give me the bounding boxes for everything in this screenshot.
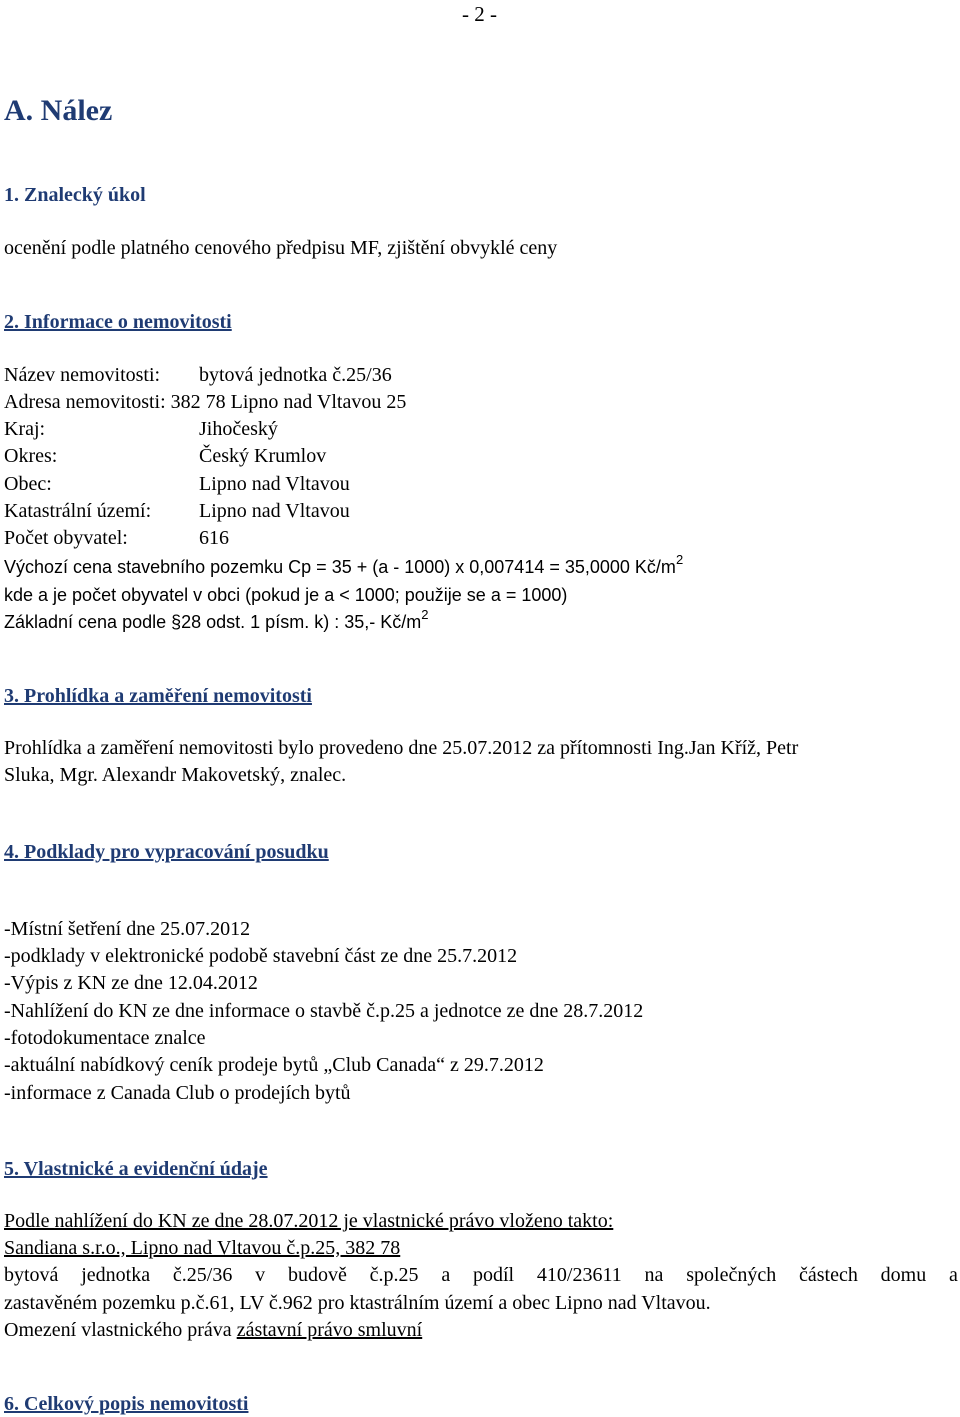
- podklady-item-5: -fotodokumentace znalce: [4, 1027, 206, 1049]
- word: jednotka: [81, 1264, 151, 1286]
- row-adresa: [4, 390, 406, 414]
- word: a: [949, 1264, 958, 1286]
- word: částech: [799, 1264, 858, 1286]
- main-heading: A. Nález: [4, 94, 113, 127]
- zakladni-cena-sup: 2: [421, 607, 429, 622]
- row-kraj: [4, 417, 278, 441]
- section-6-title: 6. Celkový popis nemovitosti: [4, 1393, 249, 1415]
- omezeni-label: Omezení vlastnického práva: [4, 1319, 232, 1341]
- value-nazev: bytová jednotka č.25/36: [199, 364, 392, 386]
- zastaveny-line: zastavěném pozemku p.č.61, LV č.962 pro ktastrálním území a obec Lipno nad Vltavou.: [4, 1292, 711, 1314]
- omezeni-value: zástavní právo smluvní: [236, 1319, 423, 1341]
- zakladni-cena-text: Základní cena podle §28 odst. 1 písm. k) : 35,- Kč/m: [4, 612, 422, 632]
- row-ku: [4, 499, 350, 523]
- section-3-line-1: Prohlídka a zaměření nemovitosti bylo provedeno dne 25.07.2012 za přítomnosti Ing.Jan Kříž, Petr: [4, 737, 799, 759]
- label-obec: Obec:: [4, 473, 52, 495]
- row-kde: kde a je počet obyvatel v obci (pokud je a < 1000; použije se a = 1000): [4, 585, 568, 605]
- nahlizeni-line: Podle nahlížení do KN ze dne 28.07.2012 je vlastnické právo vloženo takto:: [4, 1210, 614, 1232]
- vychozi-cena-sup: 2: [675, 552, 684, 567]
- row-vychozi-cena: [4, 552, 684, 579]
- podklady-item-1: -Místní šetření dne 25.07.2012: [4, 918, 251, 940]
- value-kraj: Jihočeský: [199, 418, 278, 440]
- section-1-text: ocenění podle platného cenového předpisu MF, zjištění obvyklé ceny: [4, 237, 558, 259]
- value-obec: Lipno nad Vltavou: [199, 473, 350, 495]
- word: domu: [880, 1264, 927, 1286]
- vlastnik-line: Sandiana s.r.o., Lipno nad Vltavou č.p.25, 382 78: [4, 1237, 401, 1259]
- label-nazev: Název nemovitosti:: [4, 364, 161, 386]
- label-adresa: Adresa nemovitosti:: [4, 391, 166, 413]
- word: podíl: [473, 1264, 515, 1286]
- row-okres: [4, 444, 326, 468]
- word: 410/23611: [536, 1264, 622, 1286]
- omezeni-line: [4, 1318, 422, 1342]
- value-ku: Lipno nad Vltavou: [199, 500, 350, 522]
- label-pocet: Počet obyvatel:: [4, 527, 128, 549]
- bytova-jednotka-line: [4, 1263, 958, 1287]
- label-okres: Okres:: [4, 445, 58, 467]
- word: č.25/36: [172, 1264, 233, 1286]
- vychozi-cena-text: Výchozí cena stavebního pozemku Cp = 35 + (a - 1000) x 0,007414 = 35,0000 Kč/m: [4, 557, 676, 577]
- row-pocet: [4, 526, 229, 550]
- podklady-item-4: -Nahlížení do KN ze dne informace o stavbě č.p.25 a jednotce ze dne 28.7.2012: [4, 1000, 644, 1022]
- section-2-title: 2. Informace o nemovitosti: [4, 311, 232, 333]
- word: a: [441, 1264, 451, 1286]
- word: budově: [287, 1264, 347, 1286]
- podklady-item-3: -Výpis z KN ze dne 12.04.2012: [4, 972, 258, 994]
- section-3-line-2: Sluka, Mgr. Alexandr Makovetský, znalec.: [4, 764, 347, 786]
- word: v: [255, 1264, 266, 1286]
- word: na: [644, 1264, 664, 1286]
- section-3-title: 3. Prohlídka a zaměření nemovitosti: [4, 685, 312, 707]
- section-5-title: 5. Vlastnické a evidenční údaje: [4, 1158, 268, 1180]
- podklady-item-7: -informace z Canada Club o prodejích bytů: [4, 1082, 351, 1104]
- word: č.p.25: [369, 1264, 419, 1286]
- label-ku: Katastrální území:: [4, 500, 152, 522]
- podklady-item-6: -aktuální nabídkový ceník prodeje bytů „Club Canada“ z 29.7.2012: [4, 1054, 544, 1076]
- label-kraj: Kraj:: [4, 418, 46, 440]
- row-obec: [4, 472, 350, 496]
- page-number: - 2 -: [462, 2, 497, 26]
- value-pocet: 616: [199, 527, 229, 549]
- row-nazev: [4, 363, 392, 387]
- word: společných: [686, 1264, 777, 1286]
- value-okres: Český Krumlov: [199, 445, 327, 467]
- row-zakladni-cena: [4, 607, 429, 634]
- value-adresa: 382 78 Lipno nad Vltavou 25: [170, 391, 407, 413]
- podklady-item-2: -podklady v elektronické podobě stavební část ze dne 25.7.2012: [4, 945, 518, 967]
- section-1-title: 1. Znalecký úkol: [4, 184, 146, 206]
- section-4-title: 4. Podklady pro vypracování posudku: [4, 841, 329, 863]
- word: bytová: [4, 1264, 59, 1286]
